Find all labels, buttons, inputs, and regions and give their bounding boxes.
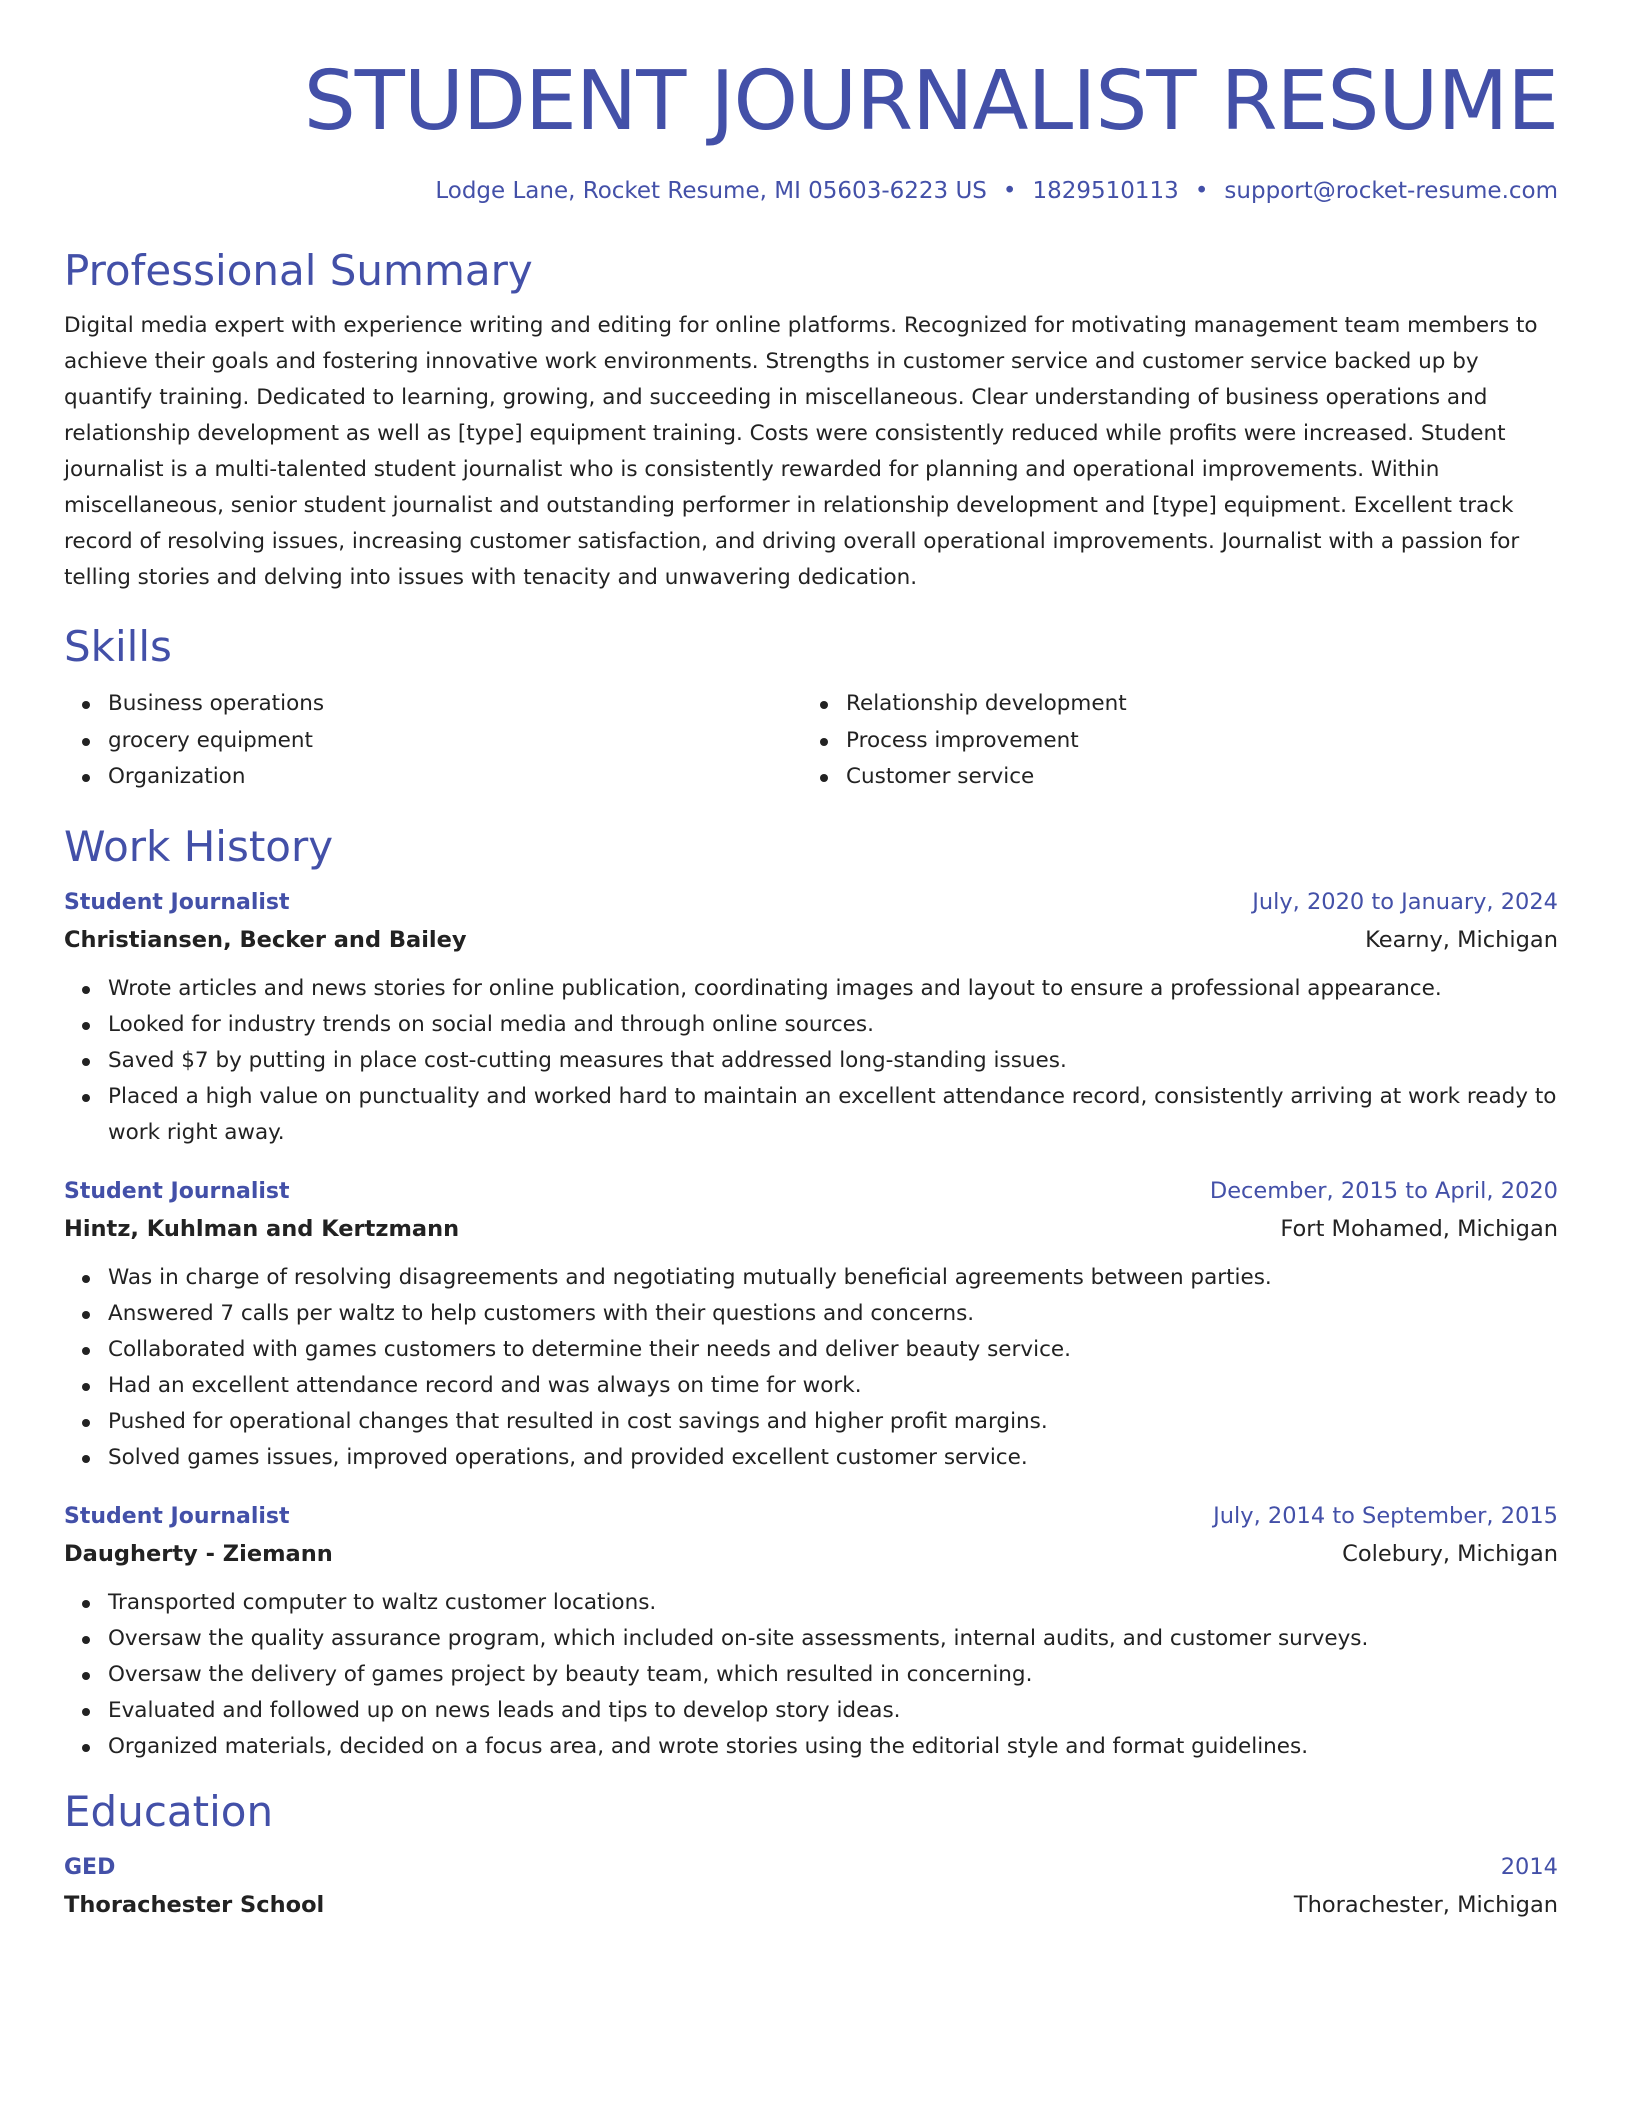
contact-line <box>64 176 1558 206</box>
job-bullets <box>64 971 1558 1151</box>
job-title: Student Journalist <box>64 1503 290 1529</box>
bullet-item: Answered 7 calls per waltz to help customers with their questions and concerns. <box>108 1296 1558 1332</box>
bullet-item: Saved $7 by putting in place cost-cutting measures that addressed long-standing issues. <box>108 1043 1558 1079</box>
education-entry <box>64 1849 1558 1924</box>
job-dates: December, 2015 to April, 2020 <box>1209 1177 1558 1204</box>
company-name: Christiansen, Becker and Bailey <box>64 926 467 953</box>
resume-page <box>64 52 1558 1924</box>
skills-column-left <box>64 686 802 796</box>
job-title: Student Journalist <box>64 1178 290 1204</box>
bullet-item: Transported computer to waltz customer locations. <box>108 1585 1558 1621</box>
skill-item: Organization <box>108 759 802 796</box>
bullet-item: Had an excellent attendance record and was always on time for work. <box>108 1368 1558 1404</box>
section-title-education: Education <box>64 1786 274 1836</box>
bullet-item: Evaluated and followed up on news leads and tips to develop story ideas. <box>108 1693 1558 1729</box>
job-entry <box>64 1173 1558 1476</box>
skills-column-right <box>802 686 1540 796</box>
company-name: Daugherty - Ziemann <box>64 1540 333 1567</box>
skill-item: Business operations <box>108 686 802 723</box>
skill-item: Relationship development <box>846 686 1540 723</box>
bullet-item: Wrote articles and news stories for online publication, coordinating images and layout to ensure a professional appearance. <box>108 971 1558 1007</box>
job-location: Kearny, Michigan <box>1365 926 1558 953</box>
section-title-work-history: Work History <box>64 821 334 871</box>
bullet-item: Was in charge of resolving disagreements and negotiating mutually beneficial agreements between parties. <box>108 1260 1558 1296</box>
bullet-item: Organized materials, decided on a focus area, and wrote stories using the editorial style and format guidelines. <box>108 1729 1558 1765</box>
section-title-summary: Professional Summary <box>64 246 533 295</box>
job-title: Student Journalist <box>64 889 290 915</box>
job-location: Fort Mohamed, Michigan <box>1280 1215 1558 1242</box>
school-name: Thorachester School <box>64 1891 325 1918</box>
contact-address: Lodge Lane, Rocket Resume, MI 05603-6223 US <box>435 178 987 204</box>
job-dates: July, 2014 to September, 2015 <box>1213 1502 1558 1529</box>
skill-item: grocery equipment <box>108 723 802 760</box>
contact-phone: 1829510113 <box>1032 178 1179 204</box>
bullet-item: Pushed for operational changes that resulted in cost savings and higher profit margins. <box>108 1404 1558 1440</box>
bullet-item: Solved games issues, improved operations, and provided excellent customer service. <box>108 1440 1558 1476</box>
resume-title: STUDENT JOURNALIST RESUME <box>303 54 1558 149</box>
job-bullets <box>64 1585 1558 1765</box>
bullet-item: Looked for industry trends on social media and through online sources. <box>108 1007 1558 1043</box>
bullet-item: Oversaw the quality assurance program, which included on-site assessments, internal audits, and customer surveys. <box>108 1621 1558 1657</box>
bullet-item: Placed a high value on punctuality and worked hard to maintain an excellent attendance record, consistently arriving at work ready to work right away. <box>108 1079 1558 1151</box>
bullet-item: Oversaw the delivery of games project by beauty team, which resulted in concerning. <box>108 1657 1558 1693</box>
school-location: Thorachester, Michigan <box>1293 1891 1558 1918</box>
skill-item: Customer service <box>846 759 1540 796</box>
job-entry <box>64 884 1558 1151</box>
skills-list <box>64 686 1558 796</box>
section-title-skills: Skills <box>64 622 172 671</box>
job-dates: July, 2020 to January, 2024 <box>1252 888 1558 915</box>
degree: GED <box>64 1854 116 1880</box>
bullet-item: Collaborated with games customers to determine their needs and deliver beauty service. <box>108 1332 1558 1368</box>
job-bullets <box>64 1260 1558 1476</box>
job-location: Colebury, Michigan <box>1342 1540 1558 1567</box>
summary-paragraph: Digital media expert with experience writing and editing for online platforms. Recognized for motivating management team members to achieve their goals and fostering innovative work environments. Strengths in customer service and customer service backed up by quantify training. Dedicated to learning, growing, and succeeding in miscellaneous. Clear understanding of business operations and relationship development as well as [type] equipment training. Costs were consistently reduced while profits were increased. Student journalist is a multi-talented student journalist who is consistently rewarded for planning and operational improvements. Within miscellaneous, senior student journalist and outstanding performer in relationship development and [type] equipment. Excellent track record of resolving issues, increasing customer satisfaction, and driving overall operational improvements. Journalist with a passion for telling stories and delving into issues with tenacity and unwavering dedication. <box>64 313 1538 590</box>
skill-item: Process improvement <box>846 723 1540 760</box>
company-name: Hintz, Kuhlman and Kertzmann <box>64 1215 460 1242</box>
separator-dot: • <box>1002 178 1017 204</box>
education-year: 2014 <box>1500 1853 1558 1880</box>
job-entry <box>64 1498 1558 1765</box>
separator-dot: • <box>1194 178 1209 204</box>
contact-email[interactable]: support@rocket-resume.com <box>1224 178 1558 204</box>
